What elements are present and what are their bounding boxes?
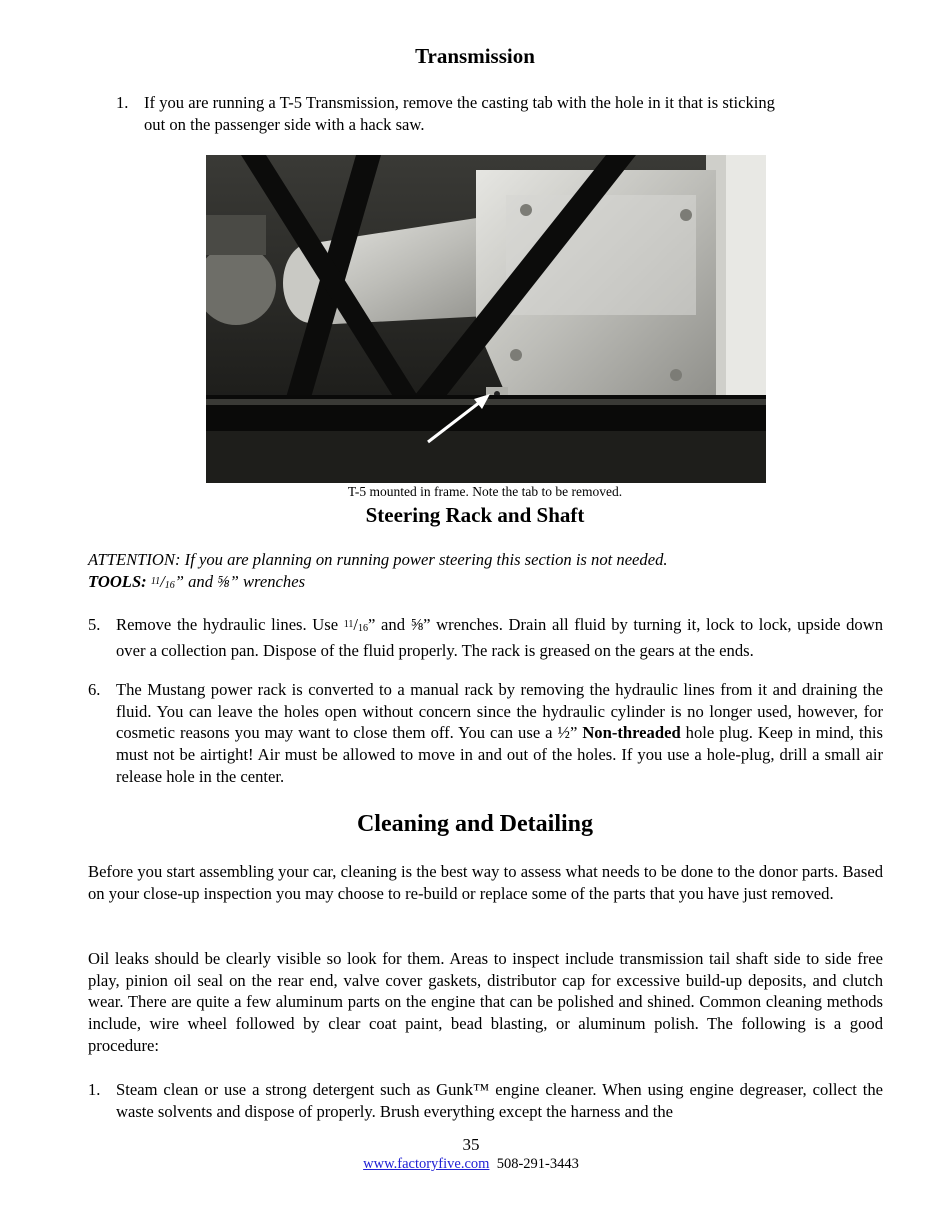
tools-fraction-numerator: 11 <box>150 576 161 587</box>
tools-label: TOOLS: <box>88 572 147 591</box>
transmission-photo-drawing <box>206 155 766 483</box>
website-link[interactable]: www.factoryfive.com <box>363 1156 490 1172</box>
cleaning-paragraph-1: Before you start assembling your car, cleaning is the best way to assess what needs to be done to the donor parts. Based on your close-up inspection you may choose to re-build or replace some of the parts that you have just removed. <box>88 862 883 903</box>
cleaning-heading: Cleaning and Detailing <box>356 811 594 837</box>
step-6-text-b: hole plug. Keep in mind, this must not be airtight! Air must be allowed to move in and out of the holes. If you use a hole-plug, drill a small air release hole in the center. <box>116 723 883 786</box>
steering-step-5-text: Remove the hydraulic lines. Use 11/16” and ⅝” wrenches. Drain all fluid by turning it, lock to lock, upside down over a collection pan. Dispose of the fluid properly. The rack is greased on the gears at the ends. <box>116 615 883 660</box>
transmission-step-1-number: 1. <box>116 93 129 112</box>
transmission-step-1-line-2: out on the passenger side with a hack saw. <box>144 115 425 134</box>
tools-fraction-denominator: 16 <box>164 580 175 591</box>
transmission-step-1-line-1: If you are running a T-5 Transmission, remove the casting tab with the hole in it that is sticking <box>144 93 775 112</box>
tools-note: TOOLS: 11/16” and ⅝” wrenches <box>88 572 306 591</box>
step-5-text-a: Remove the hydraulic lines. Use <box>116 615 344 634</box>
step-5-text-b: ” and ⅝” wrenches. Drain all fluid by turning it, lock to lock, upside down over a collection pan. Dispose of the fluid properly. The rack is greased on the gears at the ends. <box>116 615 883 660</box>
tools-text: ” and ⅝” wrenches <box>174 572 306 591</box>
step-6-text-a: The Mustang power rack is converted to a manual rack by removing the hydraulic lines from it and draining the fluid. You can leave the holes open without concern since the hydraulic cylinder is no longer used, however, for cosmetic reasons you may want to close them off. You can use a ½” <box>116 680 883 743</box>
phone-number: 508-291-3443 <box>496 1156 579 1172</box>
cleaning-step-1-text: Steam clean or use a strong detergent such as Gunk™ engine cleaner. When using engine degreaser, collect the waste solvents and dispose of properly. Brush everything except the harness and the <box>116 1080 883 1121</box>
step-5-fraction-denominator: 16 <box>358 623 369 634</box>
step-6-bold: Non-threaded <box>582 723 681 743</box>
page-number: 35 <box>462 1135 480 1154</box>
footer-contact <box>0 1156 942 1173</box>
steering-step-6-number: 6. <box>88 680 101 699</box>
cleaning-paragraph-2: Oil leaks should be clearly visible so look for them. Areas to inspect include transmission tail shaft side to side free play, pinion oil seal on the rear end, valve cover gaskets, distributor cap for excessive build-up deposits, and clutch wear. There are quite a few aluminum parts on the engine that can be polished and shined. Common cleaning methods include, wire wheel followed by clear coat paint, bead blasting, or aluminum polish. The following is a good procedure: <box>88 949 883 1055</box>
step-5-fraction-numerator: 11 <box>343 619 354 630</box>
transmission-heading: Transmission <box>415 44 535 68</box>
steering-heading: Steering Rack and Shaft <box>365 503 585 527</box>
photo-caption: T-5 mounted in frame. Note the tab to be removed. <box>347 484 623 499</box>
steering-step-5-number: 5. <box>88 615 101 634</box>
transmission-photo <box>206 155 766 483</box>
attention-text: If you are planning on running power steering this section is not needed. <box>184 550 668 569</box>
attention-label: ATTENTION: <box>88 550 181 569</box>
attention-note <box>88 549 888 571</box>
steering-step-6-text <box>116 679 883 788</box>
cleaning-step-1-number: 1. <box>88 1080 101 1099</box>
